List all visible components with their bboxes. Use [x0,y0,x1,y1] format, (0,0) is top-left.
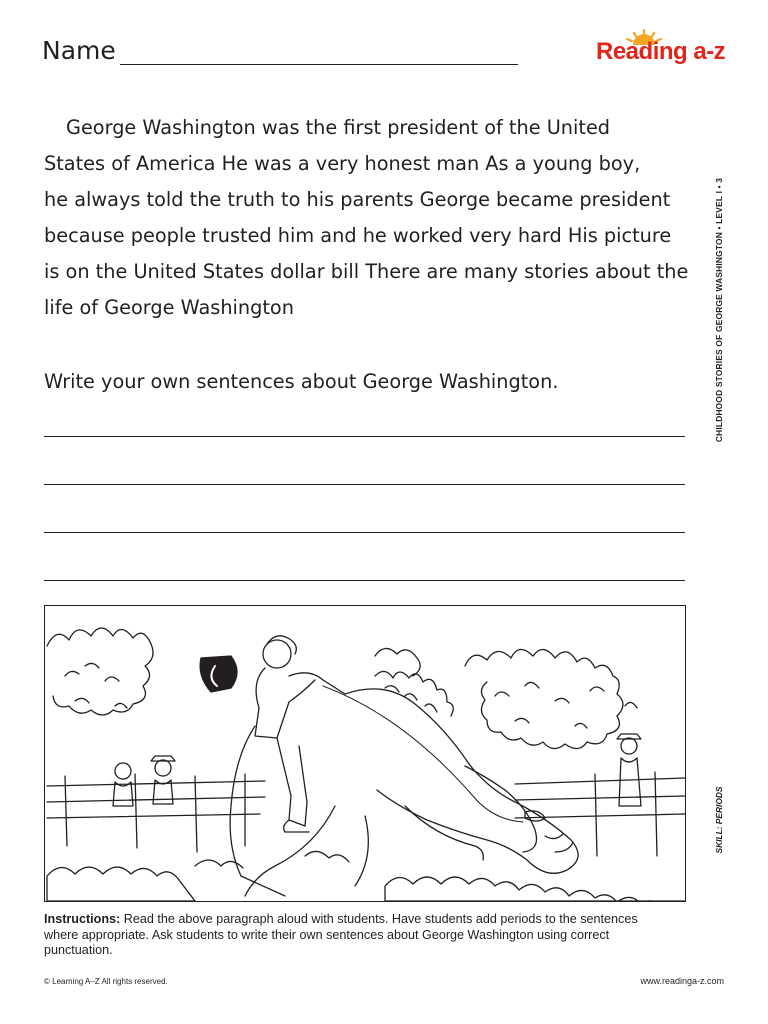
writing-line-2[interactable] [44,484,685,485]
name-write-line[interactable] [120,64,518,65]
story-paragraph [44,110,694,326]
paragraph-line: States of America He was a very honest man As a young boy, [44,152,641,175]
writing-line-1[interactable] [44,436,685,437]
paragraph-line: George Washington was the first president of the United [66,116,611,139]
illustration [44,605,686,902]
instructions-line: Instructions: Read the above paragraph aloud with students. Have students add periods to the sentences [44,912,638,926]
writing-line-3[interactable] [44,532,685,533]
writing-prompt: Write your own sentences about George Washington. [44,370,559,393]
website-link[interactable]: www.readinga-z.com [640,976,724,986]
bucking-horse-illustration [45,606,685,901]
side-title: CHILDHOOD STORIES OF GEORGE WASHINGTON • LEVEL I • 3 [714,177,724,443]
name-label: Name [42,36,116,65]
writing-line-4[interactable] [44,580,685,581]
paragraph-line: life of George Washington [44,296,294,319]
paragraph-line: because people trusted him and he worked very hard His picture [44,224,672,247]
paragraph-line: he always told the truth to his parents George became president [44,188,671,211]
instructions-label: Instructions: [44,912,121,926]
side-skill-label: SKILL: PERIODS [714,786,724,854]
instructions-line: where appropriate. Ask students to write their own sentences about George Washington using correct [44,927,610,942]
logo-text: Reading a-z [596,38,726,65]
paragraph-line: is on the United States dollar bill There are many stories about the [44,260,689,283]
copyright: © Learning A–Z All rights reserved. [44,977,168,986]
reading-az-logo [596,26,726,74]
instructions-line: punctuation. [44,943,113,957]
teacher-instructions [44,912,694,959]
